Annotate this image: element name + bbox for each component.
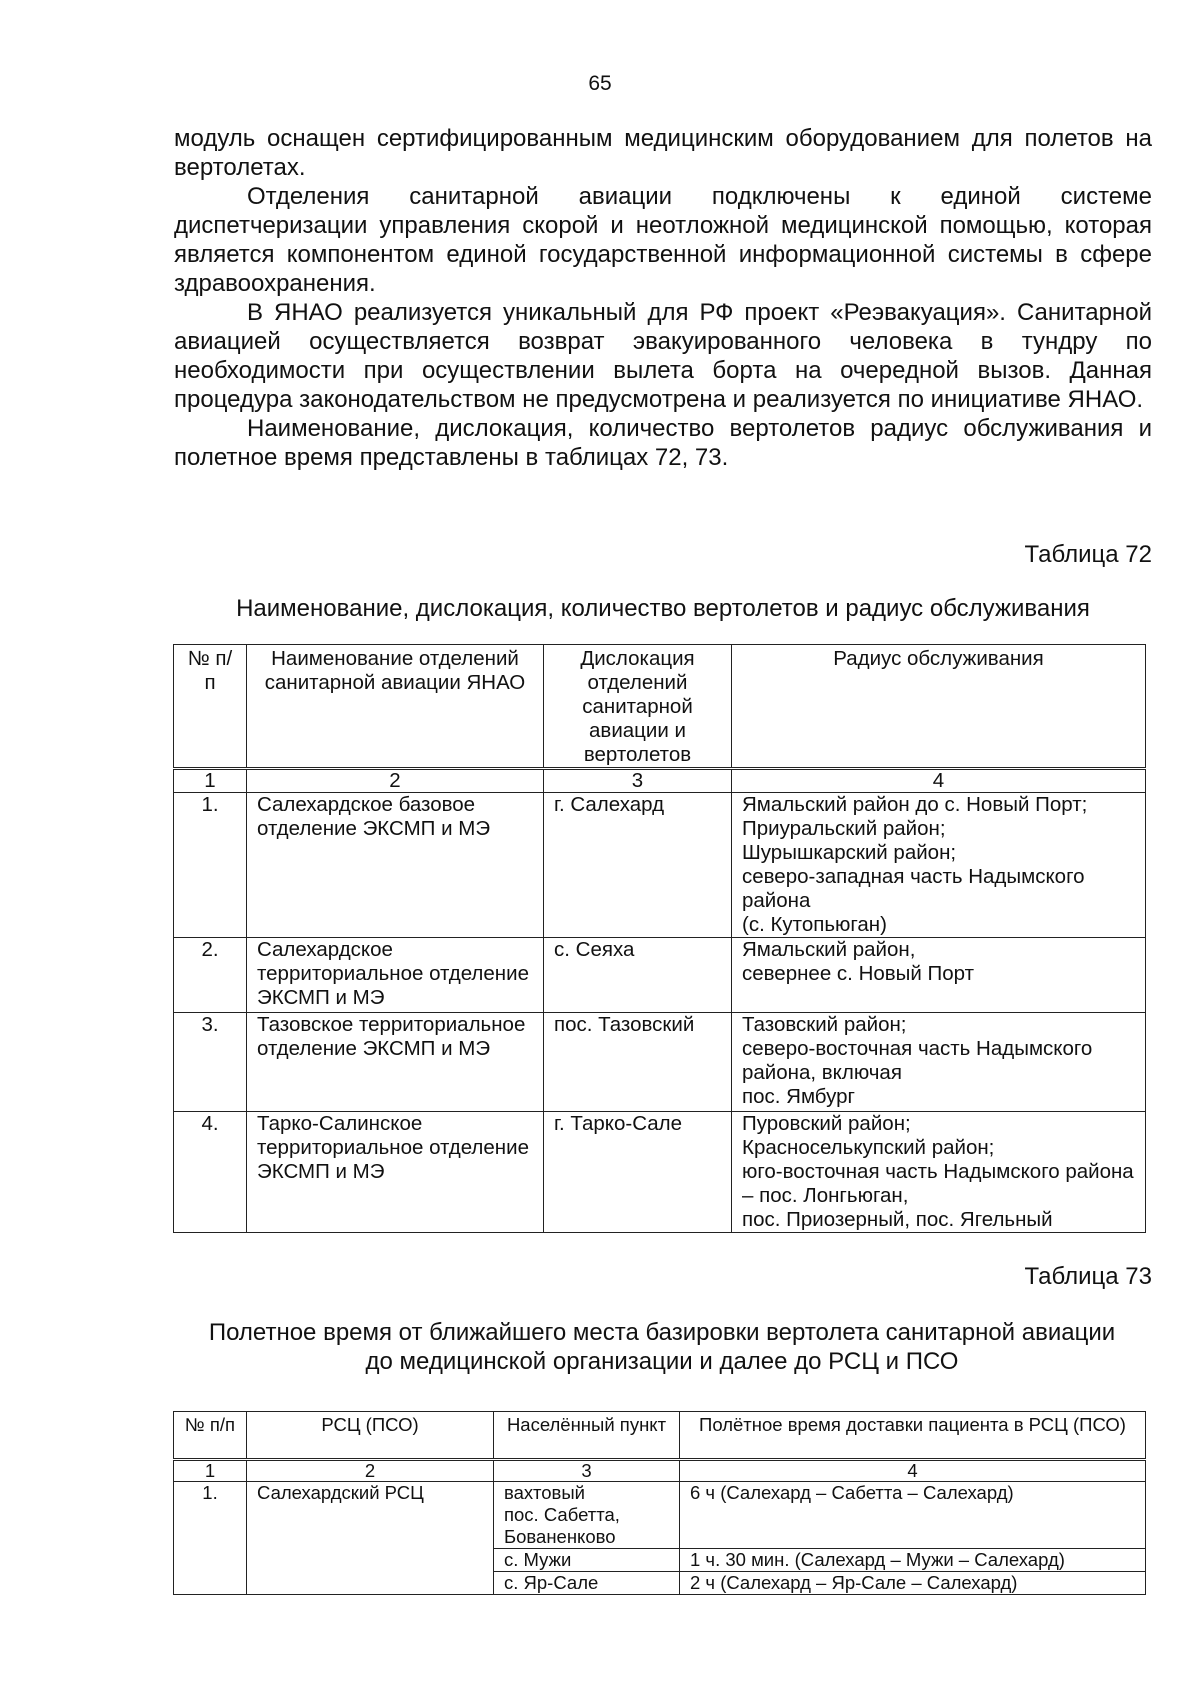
row-number: 2. [174,938,247,1013]
department-name: Салехардское территориальное отделение ЭКСМП и МЭ [247,938,544,1013]
column-number-row [174,769,1146,793]
service-radius: Тазовский район; северо-восточная часть Надымского района, включая пос. Ямбург [732,1013,1146,1112]
table-72 [173,644,1146,1233]
column-number: 2 [247,769,544,793]
stroke-center-name: Салехардский РСЦ [247,1482,494,1595]
header-cell: Населённый пункт [494,1412,680,1460]
location: пос. Тазовский [544,1013,732,1112]
table-row [174,1013,1146,1112]
flight-time: 6 ч (Салехард – Сабетта – Салехард) [680,1482,1146,1549]
row-number: 1. [174,1482,247,1595]
table-72-title: Наименование, дислокация, количество вертолетов и радиус обслуживания [236,595,1090,622]
paragraph: модуль оснащен сертифицированным медицинским оборудованием для полетов на вертолетах. [174,125,1152,181]
flight-time: 2 ч (Салехард – Яр-Сале – Салехард) [680,1572,1146,1595]
table-header-row [174,1412,1146,1460]
table-row [174,1112,1146,1233]
table-73-caption: Таблица 73 [1024,1263,1152,1290]
settlement: с. Яр-Сале [494,1572,680,1595]
location: г. Салехард [544,793,732,938]
table-header-row [174,645,1146,769]
department-name: Тазовское территориальное отделение ЭКСМП и МЭ [247,1013,544,1112]
header-cell: № п/п [174,1412,247,1460]
column-number: 4 [732,769,1146,793]
column-number: 2 [247,1460,494,1482]
header-cell: Полётное время доставки пациента в РСЦ (ПСО) [680,1412,1146,1460]
column-number: 1 [174,1460,247,1482]
header-cell: РСЦ (ПСО) [247,1412,494,1460]
header-cell: Наименование отделений санитарной авиации ЯНАО [247,645,544,769]
row-number: 1. [174,793,247,938]
header-cell: Радиус обслуживания [732,645,1146,769]
paragraph: Наименование, дислокация, количество вертолетов радиус обслуживания и полетное время представлены в таблицах 72, 73. [174,415,1152,471]
header-cell: Дислокация отделений санитарной авиации и вертолетов [544,645,732,769]
table-row [174,938,1146,1013]
table-72-caption: Таблица 72 [1024,541,1152,568]
header-cell: № п/п [174,645,247,769]
paragraph: В ЯНАО реализуется уникальный для РФ проект «Реэвакуация». Санитарной авиацией осуществляется возврат эвакуированного человека в тундру по необходимости при осуществлении вылета борта на очередной вызов. Данная процедура законодательством не предусмотрена и реализуется по инициативе ЯНАО. [174,299,1152,413]
service-radius: Ямальский район до с. Новый Порт; Приуральский район; Шурышкарский район; северо-западная часть Надымского района (с. Кутопьюган) [732,793,1146,938]
settlement: вахтовый пос. Сабетта, Бованенково [494,1482,680,1549]
paragraph: Отделения санитарной авиации подключены к единой системе диспетчеризации управления скорой и неотложной медицинской помощью, которая является компонентом единой государственной информационной системы в сфере здравоохранения. [174,183,1152,297]
flight-time: 1 ч. 30 мин. (Салехард – Мужи – Салехард) [680,1549,1146,1572]
row-number: 3. [174,1013,247,1112]
column-number-row [174,1460,1146,1482]
body-text [174,124,1152,472]
department-name: Салехардское базовое отделение ЭКСМП и МЭ [247,793,544,938]
table-73-title: Полетное время от ближайшего места базировки вертолета санитарной авиации до медицинской организации и далее до РСЦ и ПСО [208,1319,1116,1375]
service-radius: Ямальский район, севернее с. Новый Порт [732,938,1146,1013]
location: г. Тарко-Сале [544,1112,732,1233]
table-73 [173,1411,1146,1595]
table-row [174,793,1146,938]
department-name: Тарко-Салинское территориальное отделение ЭКСМП и МЭ [247,1112,544,1233]
location: с. Сеяха [544,938,732,1013]
settlement: с. Мужи [494,1549,680,1572]
column-number: 1 [174,769,247,793]
service-radius: Пуровский район; Красноселькупский район; юго-восточная часть Надымского района – пос. Лонгьюган, пос. Приозерный, пос. Ягельный [732,1112,1146,1233]
page-number: 65 [588,72,612,95]
row-number: 4. [174,1112,247,1233]
column-number: 3 [544,769,732,793]
table-row [174,1482,1146,1549]
column-number: 4 [680,1460,1146,1482]
column-number: 3 [494,1460,680,1482]
